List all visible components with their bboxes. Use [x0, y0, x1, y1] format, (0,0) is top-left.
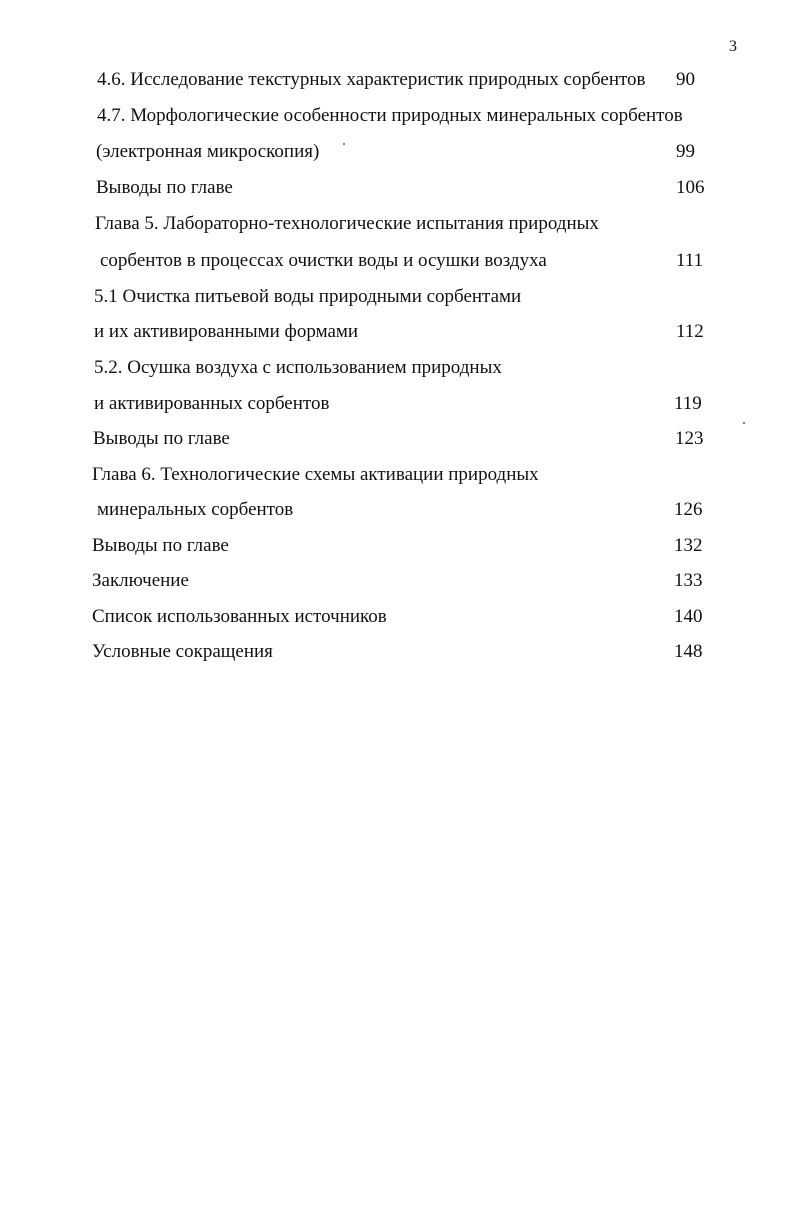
toc-entry-text: 4.6. Исследование текстурных характеристик природных сорбентов [97, 69, 646, 90]
toc-entry-page: 140 [674, 606, 703, 627]
page-number: 3 [729, 38, 737, 55]
toc-entry-text: и их активированными формами [94, 321, 359, 342]
toc-entry-text: 5.2. Осушка воздуха с использованием природных [94, 357, 502, 378]
toc-entry-page: 119 [674, 393, 702, 414]
toc-entry-page: 111 [676, 250, 704, 271]
toc-entry-page: 148 [674, 641, 703, 662]
toc-entry-page: 132 [674, 535, 703, 556]
toc-entry-page: 90 [676, 69, 695, 90]
toc-entry-text: Глава 5. Лабораторно-технологические испытания природных [95, 213, 599, 234]
toc-entry-page: 123 [675, 428, 704, 449]
toc-entry-text: Глава 6. Технологические схемы активации природных [92, 464, 539, 485]
toc-entry-text: 4.7. Морфологические особенности природных минеральных сорбентов [97, 105, 683, 126]
toc-entry-text: Выводы по главе [93, 428, 230, 449]
toc-entry-page: 126 [674, 499, 703, 520]
toc-entry-page: 99 [676, 141, 695, 162]
toc-entry-text: минеральных сорбентов [97, 499, 294, 520]
toc-entry-text: Условные сокращения [92, 641, 273, 662]
toc-entry-text: Список использованных источников [92, 606, 387, 627]
scan-speck [743, 422, 745, 424]
toc-entry-page: 112 [676, 321, 704, 342]
toc-entry-text: Выводы по главе [92, 535, 229, 556]
toc-entry-text: (электронная микроскопия) [96, 141, 320, 162]
toc-entry-text: и активированных сорбентов [94, 393, 330, 414]
scan-speck [343, 143, 345, 145]
toc-entry-text: 5.1 Очистка питьевой воды природными сорбентами [94, 286, 522, 307]
toc-entry-text: сорбентов в процессах очистки воды и осушки воздуха [100, 250, 547, 271]
toc-entry-page: 106 [676, 177, 705, 198]
toc-entry-text: Выводы по главе [96, 177, 233, 198]
toc-entry-page: 133 [674, 570, 703, 591]
toc-entry-text: Заключение [92, 570, 189, 591]
